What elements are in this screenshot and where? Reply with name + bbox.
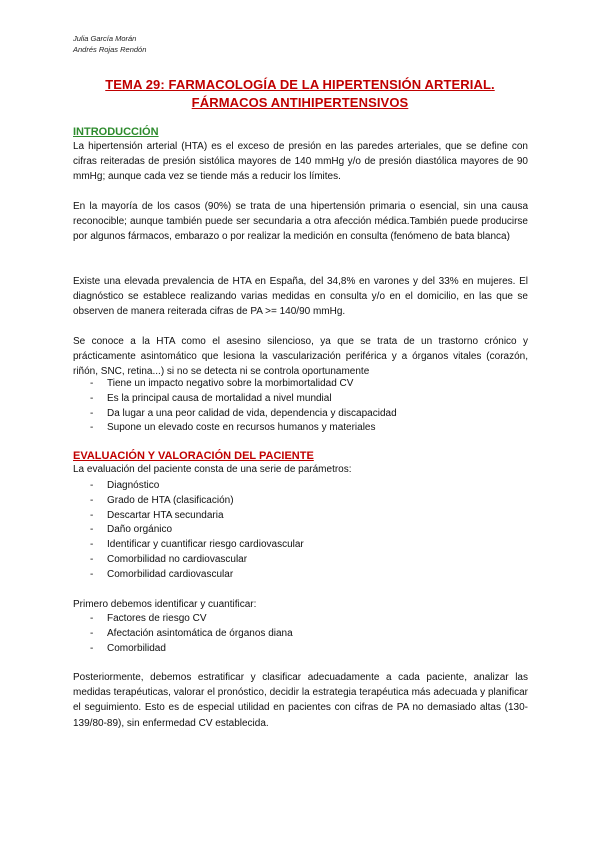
intro-paragraph-3: Existe una elevada prevalencia de HTA en España, del 34,8% en varones y del 33% en mujeres. El diagnóstico se establece realizando varias medidas en consulta y/o en el domicilio, en las que se observen de manera reiterada cifras de PA >= 140/90 mmHg. <box>73 276 528 318</box>
list-item: - Factores de riesgo CV <box>90 613 207 624</box>
list-item: - Comorbilidad cardiovascular <box>90 568 234 580</box>
list-item: - Supone un elevado coste en recursos humanos y materiales <box>90 422 376 434</box>
eval-paragraph-3: Posteriormente, debemos estratificar y clasificar adecuadamente a cada paciente, analizar las medidas terapéuticas, valorar el pronóstico, decidir la estrategia terapéutica más adecuada y planificar el seguimiento. Esto es de especial utilidad en pacientes con cifras de PA no demasiado altas (130-139/80-89), sin enfermedad CV establecida. <box>73 672 528 729</box>
authors <box>73 34 146 55</box>
eval-paragraph-2: Primero debemos identificar y cuantificar: <box>73 599 257 610</box>
intro-paragraph-1: La hipertensión arterial (HTA) es el exceso de presión en las paredes arteriales, que se define con cifras reiteradas de presión sistólica mayores de 140 mmHg y/o de presión diastólica mayores de 90 mmHg; aunque cada vez se tiende más a reducir los límites. <box>73 141 528 183</box>
intro-list <box>73 377 528 436</box>
eval-list-2 <box>73 612 528 656</box>
list-item: - Identificar y cuantificar riesgo cardiovascular <box>90 539 304 551</box>
list-item: - Grado de HTA (clasificación) <box>90 494 234 506</box>
eval-heading: EVALUACIÓN Y VALORACIÓN DEL PACIENTE <box>73 450 314 462</box>
list-item: - Comorbilidad no cardiovascular <box>90 553 248 565</box>
list-item: - Es la principal causa de mortalidad a nivel mundial <box>90 392 332 404</box>
intro-heading: INTRODUCCIÓN <box>73 126 159 138</box>
author-1: Julia García Morán <box>73 34 137 43</box>
eval-paragraph-1: La evaluación del paciente consta de una serie de parámetros: <box>73 464 352 475</box>
list-item: - Tiene un impacto negativo sobre la morbimortalidad CV <box>90 378 354 389</box>
intro-paragraph-2: En la mayoría de los casos (90%) se trata de una hipertensión primaria o esencial, sin una causa reconocible; aunque también puede ser secundaria a otra afección médica.También puede producirse por algunos fármacos, embarazo o por realizar la medición en consulta (fenómeno de bata blanca) <box>73 201 528 243</box>
list-item: - Afectación asintomática de órganos diana <box>90 627 293 639</box>
list-item: - Daño orgánico <box>90 524 173 536</box>
title-line-1: TEMA 29: FARMACOLOGÍA DE LA HIPERTENSIÓN ARTERIAL. <box>105 77 495 92</box>
list-item: - Descartar HTA secundaria <box>90 509 224 521</box>
eval-list-1 <box>73 479 528 583</box>
list-item: - Comorbilidad <box>90 642 166 654</box>
title-line-2: FÁRMACOS ANTIHIPERTENSIVOS <box>191 95 409 110</box>
list-item: - Diagnóstico <box>90 480 160 491</box>
author-2: Andrés Rojas Rendón <box>73 44 147 54</box>
document-title <box>40 76 560 112</box>
list-item: - Da lugar a una peor calidad de vida, dependencia y discapacidad <box>90 407 397 419</box>
intro-paragraph-4: Se conoce a la HTA como el asesino silencioso, ya que se trata de un trastorno crónico y prácticamente asintomático que lesiona la vascularización periférica y a órganos vitales (corazón, riñón, SNC, retina...) si no se detecta ni se controla oportunamente <box>73 336 528 378</box>
